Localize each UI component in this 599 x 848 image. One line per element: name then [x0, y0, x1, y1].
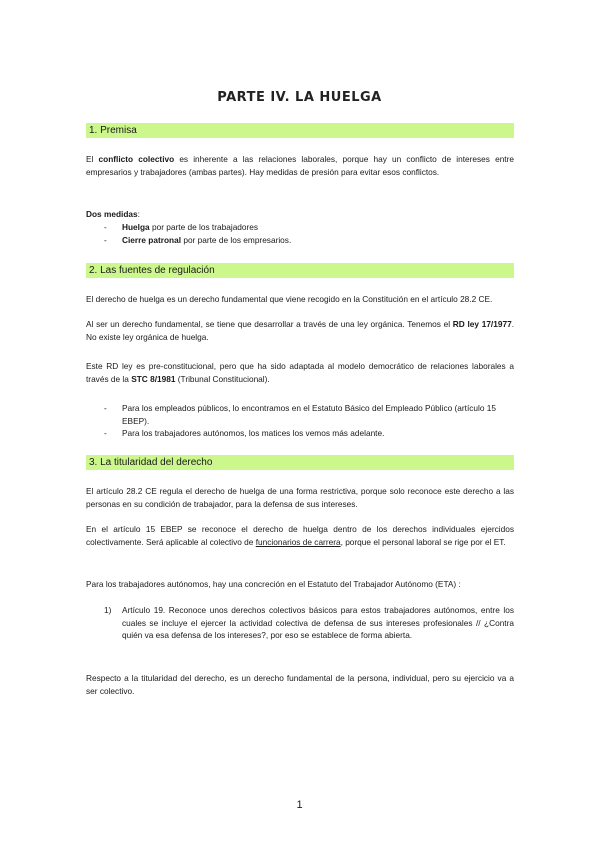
- bullet-dash-icon: -: [104, 234, 107, 245]
- titularidad-paragraph-2: En el artículo 15 EBEP se reconoce el derecho de huelga dentro de los derechos individuales ejercidos colectivamente. Será aplicable al colectivo de funcionarios de carrera, porque el personal laboral se rige por el ET.: [86, 524, 514, 547]
- fuentes-paragraph-3: Este RD ley es pre-constitucional, pero que ha sido adaptada al modelo democrático de relaciones laborales a través de la STC 8/1981 (Tribunal Constitucional).: [86, 361, 514, 384]
- medidas-list: [86, 221, 514, 246]
- titularidad-paragraph-3: Para los trabajadores autónomos, hay una concreción en el Estatuto del Trabajador Autónomo (ETA) :: [86, 579, 461, 589]
- section-heading-fuentes: 2. Las fuentes de regulación: [86, 263, 514, 278]
- page-number: 1: [296, 799, 303, 811]
- list-item: - Huelga por parte de los trabajadores: [104, 222, 259, 232]
- titularidad-numbered-list: [86, 604, 514, 642]
- medidas-label: Dos medidas:: [86, 209, 140, 219]
- section-heading-titularidad: 3. La titularidad del derecho: [86, 455, 514, 470]
- list-item: - Para los trabajadores autónomos, los matices los vemos más adelante.: [104, 428, 385, 438]
- titularidad-paragraph-4: Respecto a la titularidad del derecho, es un derecho fundamental de la persona, individual, pero su ejercicio va a ser colectivo.: [86, 673, 514, 696]
- titularidad-paragraph-1: El artículo 28.2 CE regula el derecho de huelga de una forma restrictiva, porque solo reconoce este derecho a las personas en su condición de trabajador, para la defensa de sus intereses.: [86, 486, 514, 509]
- list-number: 1): [104, 605, 112, 615]
- bullet-dash-icon: -: [104, 428, 107, 438]
- fuentes-list: [86, 402, 514, 440]
- fuentes-paragraph-2: Al ser un derecho fundamental, se tiene que desarrollar a través de una ley orgánica. Tenemos el RD ley 17/1977. No existe ley orgánica de huelga.: [86, 319, 515, 342]
- page-title: PARTE IV. LA HUELGA: [217, 90, 382, 105]
- bullet-dash-icon: -: [104, 222, 107, 232]
- fuentes-paragraph-1: El derecho de huelga es un derecho fundamental que viene recogido en la Constitución en el artículo 28.2 CE.: [86, 294, 493, 304]
- premisa-paragraph: El conflicto colectivo es inherente a las relaciones laborales, porque hay un conflicto de intereses entre empresarios y trabajadores (ambas partes). Hay medidas de presión para evitar esos conflictos.: [86, 154, 514, 177]
- section-heading-premisa: 1. Premisa: [86, 123, 514, 138]
- list-item: - Cierre patronal por parte de los empresarios.: [104, 234, 292, 245]
- bullet-dash-icon: -: [104, 403, 107, 413]
- list-item: 1) Artículo 19. Reconoce unos derechos colectivos básicos para estos trabajadores autónomos, entre los cuales se incluye el ejercer la actividad colectiva de defensa de sus intereses profesionales // ¿Contra quién va esa defensa de los intereses?, por eso se establece de forma abierta.: [104, 605, 514, 640]
- list-item: - Para los empleados públicos, lo encontramos en el Estatuto Básico del Empleado Público (artículo 15 EBEP).: [104, 403, 497, 426]
